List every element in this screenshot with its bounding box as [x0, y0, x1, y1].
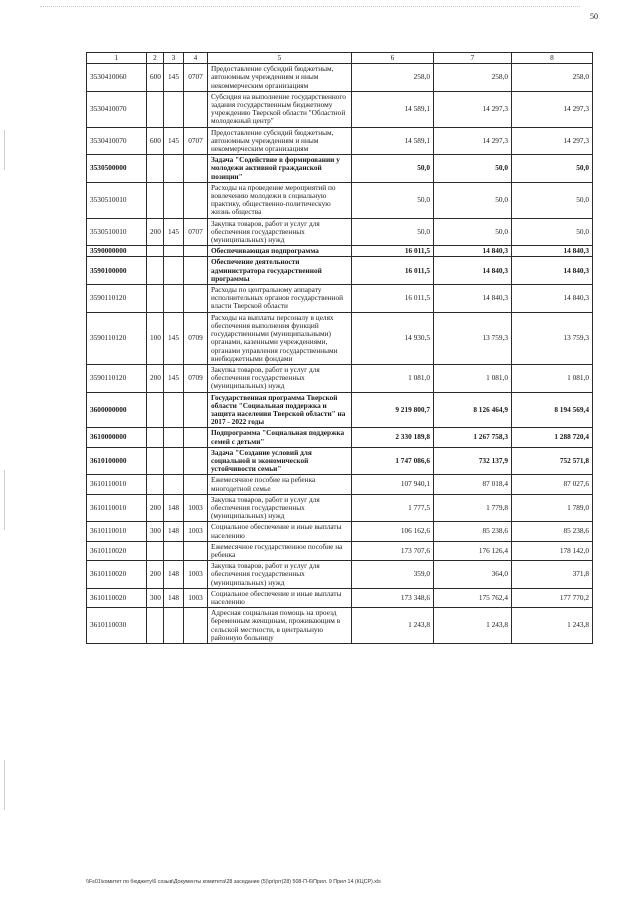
amount-cell-2020: 13 759,3 — [434, 312, 512, 364]
expense-type-cell: 300 — [147, 588, 164, 607]
name-cell: Закупка товаров, работ и услуг для обеспечения государственных (муниципальных) нужд — [208, 494, 352, 522]
table-row — [87, 428, 593, 447]
amount-cell-2021: 14 840,3 — [512, 246, 593, 257]
section-cell — [184, 285, 208, 313]
table-row — [87, 218, 593, 246]
table-row — [87, 561, 593, 589]
amount-cell-2019: 16 011,5 — [352, 285, 434, 313]
code-cell: 3530510010 — [87, 182, 147, 218]
amount-cell-2020: 50,0 — [434, 182, 512, 218]
code-cell: 3610110030 — [87, 608, 147, 644]
admin-code-cell — [164, 91, 184, 127]
code-cell: 3590110120 — [87, 364, 147, 392]
section-cell — [184, 541, 208, 560]
code-cell: 3530410060 — [87, 64, 147, 92]
admin-code-cell — [164, 246, 184, 257]
column-header: 8 — [512, 53, 593, 64]
amount-cell-2019: 1 747 086,6 — [352, 447, 434, 475]
code-cell: 3530510010 — [87, 218, 147, 246]
amount-cell-2021: 1 288 720,4 — [512, 428, 593, 447]
admin-code-cell — [164, 257, 184, 285]
name-cell: Задача "Содействие в формировании у молодежи активной гражданской позиции" — [208, 155, 352, 183]
section-cell — [184, 392, 208, 428]
amount-cell-2021: 50,0 — [512, 182, 593, 218]
amount-cell-2019: 16 011,5 — [352, 257, 434, 285]
amount-cell-2021: 258,0 — [512, 64, 593, 92]
amount-cell-2020: 85 238,6 — [434, 522, 512, 541]
amount-cell-2020: 50,0 — [434, 155, 512, 183]
code-cell: 3590000000 — [87, 246, 147, 257]
amount-cell-2020: 87 018,4 — [434, 475, 512, 494]
amount-cell-2021: 13 759,3 — [512, 312, 593, 364]
name-cell: Государственная программа Тверской области "Социальная поддержка и защита населения Тверской области" на 2017 - 2022 годы — [208, 392, 352, 428]
name-cell: Закупка товаров, работ и услуг для обеспечения государственных (муниципальных) нужд — [208, 364, 352, 392]
column-header: 3 — [164, 53, 184, 64]
expense-type-cell: 100 — [147, 312, 164, 364]
section-cell — [184, 182, 208, 218]
section-cell — [184, 246, 208, 257]
expense-type-cell — [147, 246, 164, 257]
amount-cell-2020: 14 840,3 — [434, 257, 512, 285]
table-row — [87, 475, 593, 494]
admin-code-cell: 148 — [164, 522, 184, 541]
code-cell: 3610000000 — [87, 428, 147, 447]
admin-code-cell: 145 — [164, 364, 184, 392]
amount-cell-2019: 50,0 — [352, 155, 434, 183]
name-cell: Ежемесячное пособие на ребенка многодетной семье — [208, 475, 352, 494]
amount-cell-2019: 2 330 189,8 — [352, 428, 434, 447]
amount-cell-2019: 1 081,0 — [352, 364, 434, 392]
name-cell: Ежемесячное государственное пособие на ребенка — [208, 541, 352, 560]
expense-type-cell: 200 — [147, 494, 164, 522]
admin-code-cell: 148 — [164, 494, 184, 522]
name-cell: Закупка товаров, работ и услуг для обеспечения государственных (муниципальных) нужд — [208, 561, 352, 589]
amount-cell-2019: 106 162,6 — [352, 522, 434, 541]
table-row — [87, 541, 593, 560]
amount-cell-2021: 371,8 — [512, 561, 593, 589]
amount-cell-2020: 14 840,3 — [434, 285, 512, 313]
table-row — [87, 608, 593, 644]
amount-cell-2021: 1 081,0 — [512, 364, 593, 392]
code-cell: 3610110010 — [87, 494, 147, 522]
expense-type-cell — [147, 447, 164, 475]
amount-cell-2020: 364,0 — [434, 561, 512, 589]
budget-table — [86, 52, 593, 644]
amount-cell-2019: 16 011,5 — [352, 246, 434, 257]
section-cell: 1003 — [184, 522, 208, 541]
expense-type-cell — [147, 608, 164, 644]
admin-code-cell: 145 — [164, 64, 184, 92]
file-path-footer: \\Fs01\комитет по бюджету\6 созыв\Документы комитета\28 заседание (5)\pr\prr(28) 508-П-6\Прил. 9 Прил 14 (КЦСР).xls — [86, 879, 381, 885]
admin-code-cell — [164, 285, 184, 313]
name-cell: Предоставление субсидий бюджетным, автономным учреждениям и иным некоммерческим организациям — [208, 127, 352, 155]
amount-cell-2019: 50,0 — [352, 182, 434, 218]
amount-cell-2020: 175 762,4 — [434, 588, 512, 607]
section-cell: 0707 — [184, 127, 208, 155]
expense-type-cell — [147, 475, 164, 494]
table-row — [87, 246, 593, 257]
expense-type-cell — [147, 91, 164, 127]
amount-cell-2021: 1 789,0 — [512, 494, 593, 522]
column-header: 2 — [147, 53, 164, 64]
table-row — [87, 64, 593, 92]
expense-type-cell: 600 — [147, 64, 164, 92]
amount-cell-2020: 14 840,3 — [434, 246, 512, 257]
amount-cell-2021: 14 297,3 — [512, 127, 593, 155]
code-cell: 3610100000 — [87, 447, 147, 475]
amount-cell-2019: 9 219 800,7 — [352, 392, 434, 428]
name-cell: Социальное обеспечение и иные выплаты населению — [208, 588, 352, 607]
amount-cell-2020: 14 297,3 — [434, 91, 512, 127]
amount-cell-2019: 1 777,5 — [352, 494, 434, 522]
table-row — [87, 447, 593, 475]
table-row — [87, 257, 593, 285]
scan-margin-mark — [4, 760, 5, 810]
admin-code-cell — [164, 447, 184, 475]
name-cell: Закупка товаров, работ и услуг для обеспечения государственных (муниципальных) нужд — [208, 218, 352, 246]
expense-type-cell — [147, 541, 164, 560]
section-cell: 0707 — [184, 218, 208, 246]
amount-cell-2019: 14 589,1 — [352, 91, 434, 127]
code-cell: 3590110120 — [87, 285, 147, 313]
code-cell: 3530410070 — [87, 91, 147, 127]
amount-cell-2021: 50,0 — [512, 218, 593, 246]
admin-code-cell — [164, 608, 184, 644]
scan-margin-mark — [4, 470, 5, 530]
top-scan-border — [40, 6, 580, 7]
amount-cell-2020: 176 126,4 — [434, 541, 512, 560]
table-header-row — [87, 53, 593, 64]
table-row — [87, 392, 593, 428]
table-row — [87, 182, 593, 218]
scan-margin-mark — [4, 130, 5, 170]
name-cell: Адресная социальная помощь на проезд беременным женщинам, проживающим в сельской местности, в центральную районную больницу — [208, 608, 352, 644]
section-cell: 1003 — [184, 588, 208, 607]
admin-code-cell — [164, 155, 184, 183]
admin-code-cell — [164, 392, 184, 428]
code-cell: 3610110020 — [87, 541, 147, 560]
expense-type-cell: 600 — [147, 127, 164, 155]
column-header: 1 — [87, 53, 147, 64]
expense-type-cell — [147, 257, 164, 285]
amount-cell-2021: 50,0 — [512, 155, 593, 183]
code-cell: 3590110120 — [87, 312, 147, 364]
code-cell: 3530410070 — [87, 127, 147, 155]
code-cell: 3610110020 — [87, 588, 147, 607]
section-cell: 1003 — [184, 561, 208, 589]
expense-type-cell: 300 — [147, 522, 164, 541]
amount-cell-2021: 87 027,6 — [512, 475, 593, 494]
name-cell: Расходы на проведение мероприятий по вовлечению молодежи в социальную практику, общественно-политическую жизнь общества — [208, 182, 352, 218]
section-cell — [184, 155, 208, 183]
name-cell: Задача "Создание условий для социальной и экономической устойчивости семьи" — [208, 447, 352, 475]
admin-code-cell — [164, 428, 184, 447]
admin-code-cell: 145 — [164, 127, 184, 155]
amount-cell-2021: 1 243,8 — [512, 608, 593, 644]
section-cell — [184, 257, 208, 285]
name-cell: Предоставление субсидий бюджетным, автономным учреждениям и иным некоммерческим организациям — [208, 64, 352, 92]
amount-cell-2021: 8 194 569,4 — [512, 392, 593, 428]
amount-cell-2021: 752 571,8 — [512, 447, 593, 475]
amount-cell-2019: 50,0 — [352, 218, 434, 246]
admin-code-cell — [164, 182, 184, 218]
amount-cell-2019: 359,0 — [352, 561, 434, 589]
section-cell — [184, 428, 208, 447]
amount-cell-2020: 258,0 — [434, 64, 512, 92]
code-cell: 3610110010 — [87, 522, 147, 541]
section-cell — [184, 91, 208, 127]
amount-cell-2020: 50,0 — [434, 218, 512, 246]
column-header: 7 — [434, 53, 512, 64]
section-cell: 0709 — [184, 312, 208, 364]
amount-cell-2020: 14 297,3 — [434, 127, 512, 155]
amount-cell-2019: 107 940,1 — [352, 475, 434, 494]
name-cell: Подпрограмма "Социальная поддержка семей с детьми" — [208, 428, 352, 447]
code-cell: 3610110010 — [87, 475, 147, 494]
amount-cell-2021: 14 297,3 — [512, 91, 593, 127]
amount-cell-2020: 1 267 758,3 — [434, 428, 512, 447]
table-row — [87, 127, 593, 155]
code-cell: 3600000000 — [87, 392, 147, 428]
table-row — [87, 522, 593, 541]
expense-type-cell — [147, 155, 164, 183]
admin-code-cell: 145 — [164, 218, 184, 246]
amount-cell-2021: 14 840,3 — [512, 285, 593, 313]
expense-type-cell: 200 — [147, 561, 164, 589]
name-cell: Обеспечение деятельности администратора государственной программы — [208, 257, 352, 285]
section-cell — [184, 475, 208, 494]
table-row — [87, 285, 593, 313]
amount-cell-2019: 173 348,6 — [352, 588, 434, 607]
table-row — [87, 155, 593, 183]
table-row — [87, 588, 593, 607]
amount-cell-2020: 1 243,8 — [434, 608, 512, 644]
admin-code-cell — [164, 475, 184, 494]
code-cell: 3530500000 — [87, 155, 147, 183]
section-cell — [184, 608, 208, 644]
table-row — [87, 364, 593, 392]
table-row — [87, 494, 593, 522]
amount-cell-2020: 8 126 464,9 — [434, 392, 512, 428]
expense-type-cell: 200 — [147, 218, 164, 246]
expense-type-cell — [147, 285, 164, 313]
expense-type-cell — [147, 182, 164, 218]
amount-cell-2019: 258,0 — [352, 64, 434, 92]
admin-code-cell: 145 — [164, 312, 184, 364]
column-header: 4 — [184, 53, 208, 64]
section-cell — [184, 447, 208, 475]
column-header: 5 — [208, 53, 352, 64]
amount-cell-2021: 85 238,6 — [512, 522, 593, 541]
expense-type-cell: 200 — [147, 364, 164, 392]
name-cell: Расходы на выплаты персоналу в целях обеспечения выполнения функций государственными (муниципальными) органами, казенными учреждениями, органами управления государственными внебюджетными фондами — [208, 312, 352, 364]
amount-cell-2021: 177 770,2 — [512, 588, 593, 607]
section-cell: 0707 — [184, 64, 208, 92]
column-header: 6 — [352, 53, 434, 64]
amount-cell-2019: 14 930,5 — [352, 312, 434, 364]
table-body — [87, 64, 593, 644]
name-cell: Расходы по центральному аппарату исполнительных органов государственной власти Тверской области — [208, 285, 352, 313]
section-cell: 1003 — [184, 494, 208, 522]
name-cell: Социальное обеспечение и иные выплаты населению — [208, 522, 352, 541]
admin-code-cell: 148 — [164, 588, 184, 607]
amount-cell-2020: 1 081,0 — [434, 364, 512, 392]
amount-cell-2021: 14 840,3 — [512, 257, 593, 285]
amount-cell-2020: 732 137,9 — [434, 447, 512, 475]
code-cell: 3610110020 — [87, 561, 147, 589]
amount-cell-2021: 178 142,0 — [512, 541, 593, 560]
amount-cell-2020: 1 779,8 — [434, 494, 512, 522]
amount-cell-2019: 1 243,8 — [352, 608, 434, 644]
code-cell: 3590100000 — [87, 257, 147, 285]
table-row — [87, 312, 593, 364]
name-cell: Обеспечивающая подпрограмма — [208, 246, 352, 257]
amount-cell-2019: 14 589,1 — [352, 127, 434, 155]
expense-type-cell — [147, 392, 164, 428]
table-row — [87, 91, 593, 127]
name-cell: Субсидия на выполнение государственного задания государственным бюджетному учреждению Тверской области "Областной молодежный центр" — [208, 91, 352, 127]
amount-cell-2019: 173 707,6 — [352, 541, 434, 560]
admin-code-cell: 148 — [164, 561, 184, 589]
section-cell: 0709 — [184, 364, 208, 392]
expense-type-cell — [147, 428, 164, 447]
admin-code-cell — [164, 541, 184, 560]
page-number: 50 — [590, 12, 598, 21]
